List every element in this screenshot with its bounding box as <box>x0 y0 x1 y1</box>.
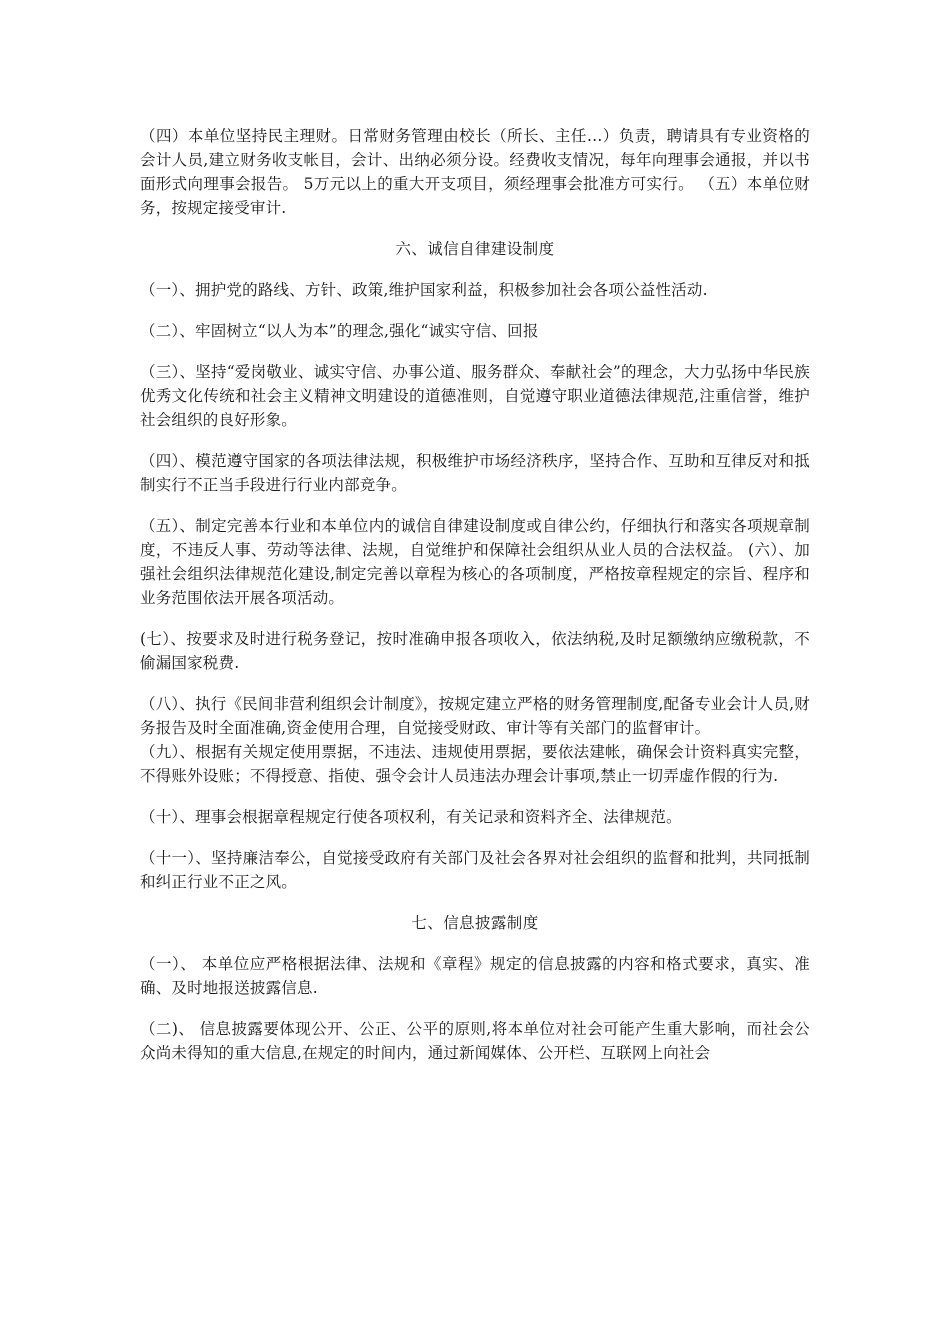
integrity-item-4: （四）、模范遵守国家的各项法律法规，积极维护市场经济秩序，坚持合作、互助和互律反对和抵制实行不正当手段进行行业内部竞争。 <box>140 452 810 494</box>
integrity-item-8: （八）、执行《民间非营利组织会计制度》，按规定建立严格的财务管理制度,配备专业会计人员,财务报告及时全面准确,资金使用合理，自觉接受财政、审计等有关部门的监督审计。 <box>140 695 810 737</box>
integrity-item-10: （十）、理事会根据章程规定行使各项权利，有关记录和资料齐全、法律规范。 <box>140 808 682 826</box>
integrity-item-5: （五）、制定完善本行业和本单位内的诚信自律建设制度或自律公约，仔细执行和落实各项规章制度，不违反人事、劳动等法律、法规，自觉维护和保障社会组织从业人员的合法权益。 (六）、加强社会组织法律规范化建设,制定完善以章程为核心的各项制度，严格按章程规定的宗旨、程序和业务范围依法开展各项活动。 <box>140 517 810 607</box>
integrity-item-3: （三）、坚持“爱岗敬业、诚实守信、办事公道、服务群众、奉献社会”的理念，大力弘扬中华民族优秀文化传统和社会主义精神文明建设的道德准则，自觉遵守职业道德法律规范,注重信誉，维护社会组织的良好形象。 <box>140 363 810 429</box>
integrity-item-9: （九）、根据有关规定使用票据，不违法、违规使用票据，要依法建帐，确保会计资料真实完整，不得账外设账；不得授意、指使、强令会计人员违法办理会计事项,禁止一切弄虚作假的行为. <box>140 743 810 785</box>
integrity-item-1: （一）、拥护党的路线、方针、政策,维护国家利益，积极参加社会各项公益性活动. <box>140 281 708 299</box>
section-heading-disclosure: 七、信息披露制度 <box>411 914 539 932</box>
integrity-item-11: （十一）、坚持廉洁奉公，自觉接受政府有关部门及社会各界对社会组织的监督和批判，共同抵制和纠正行业不正之风。 <box>140 849 810 891</box>
section-heading-integrity: 六、诚信自律建设制度 <box>395 240 555 258</box>
document-page <box>140 124 810 1082</box>
integrity-item-2: （二）、牢固树立“以人为本”的理念,强化“诚实守信、回报 <box>140 322 539 340</box>
finance-paragraph: （四）本单位坚持民主理财。日常财务管理由校长（所长、主任…）负责，聘请具有专业资格的会计人员,建立财务收支帐目，会计、出纳必须分设。经费收支情况，每年向理事会通报，并以书面形式向理事会报告。 5万元以上的重大开支项目，须经理事会批准方可实行。 （五）本单位财务，按规定接受审计. <box>140 127 810 217</box>
disclosure-item-1: （一）、 本单位应严格根据法律、法规和《章程》规定的信息披露的内容和格式要求，真实、准确、及时地报送披露信息. <box>140 955 810 997</box>
integrity-item-7: (七）、按要求及时进行税务登记，按时准确申报各项收入，依法纳税,及时足额缴纳应缴税款，不偷漏国家税费. <box>140 630 810 672</box>
disclosure-item-2: （二)、 信息披露要体现公开、公正、公平的原则,将本单位对社会可能产生重大影响，而社会公众尚未得知的重大信息,在规定的时间内，通过新闻媒体、公开栏、互联网上向社会 <box>140 1020 810 1062</box>
